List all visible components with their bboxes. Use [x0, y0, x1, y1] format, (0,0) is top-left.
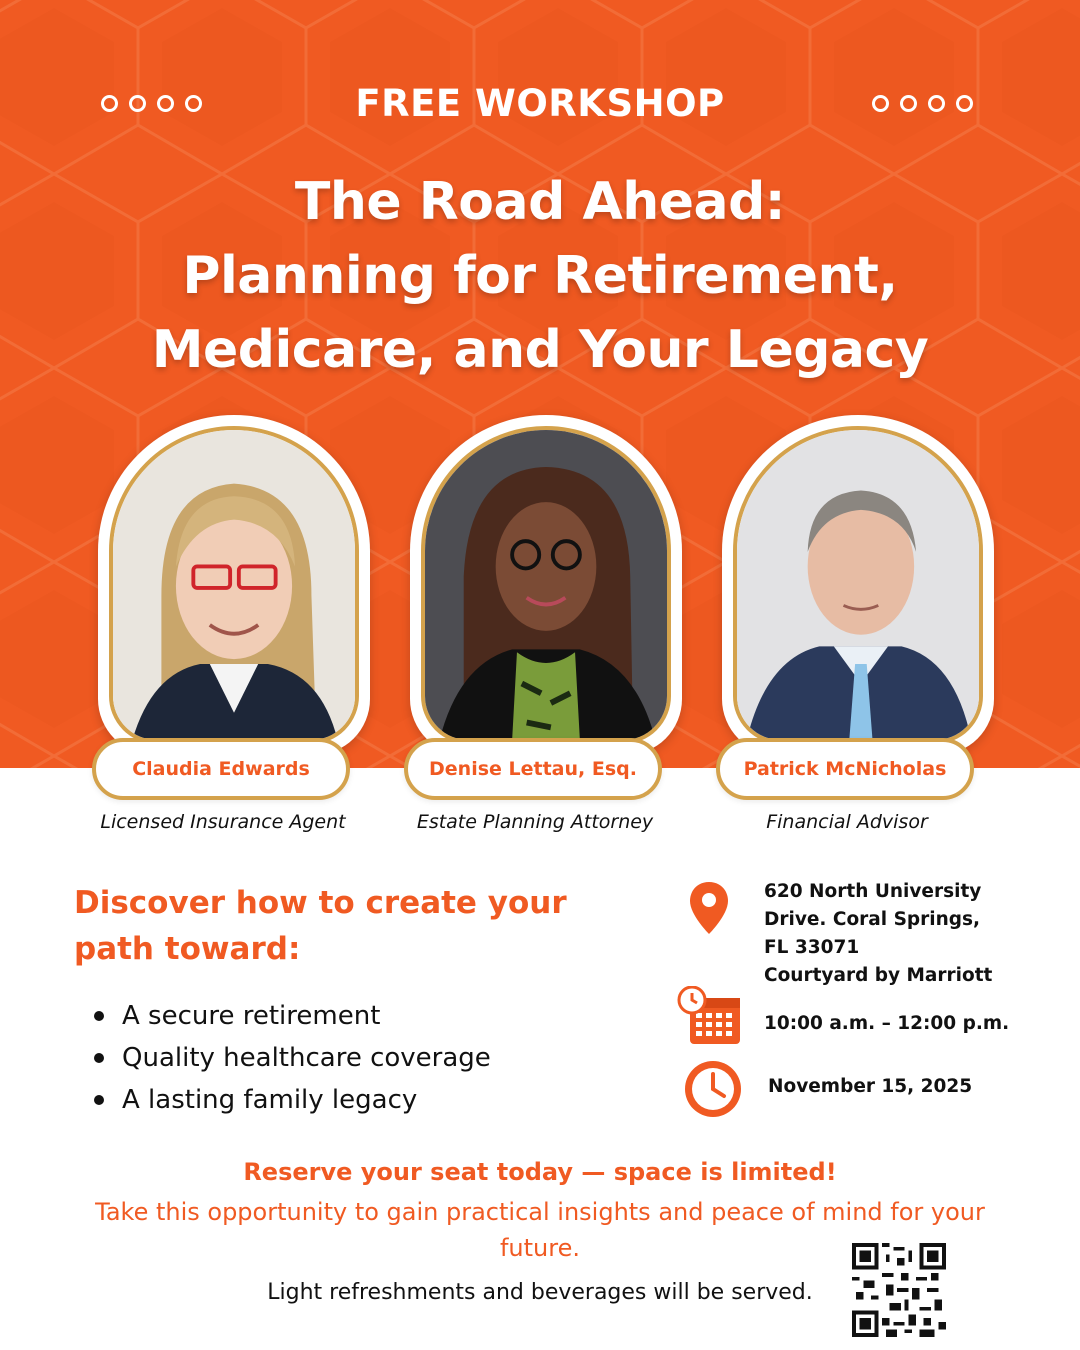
page-title — [40, 165, 1040, 387]
portrait-frame — [722, 415, 994, 755]
qr-code[interactable] — [852, 1243, 946, 1337]
speaker-role: Estate Planning Attorney — [416, 811, 654, 833]
speaker-name: Claudia Edwards — [92, 738, 350, 800]
title-line-3: Medicare, and Your Legacy — [151, 320, 929, 380]
list-item: Quality healthcare coverage — [90, 1037, 650, 1079]
list-item: A lasting family legacy — [90, 1079, 650, 1121]
title-line-2: Planning for Retirement, — [182, 246, 898, 306]
event-time: 10:00 a.m. – 12:00 p.m. — [764, 1013, 1010, 1034]
event-date: November 15, 2025 — [768, 1076, 973, 1097]
event-label: FREE WORKSHOP — [355, 82, 725, 125]
title-line-1: The Road Ahead: — [294, 172, 786, 232]
speaker-photo — [113, 430, 355, 740]
calendar-clock-icon — [676, 986, 742, 1046]
speaker-photo — [737, 430, 979, 740]
speaker-name: Denise Lettau, Esq. — [404, 738, 662, 800]
reserve-callout: Reserve your seat today — space is limited! — [243, 1158, 837, 1186]
benefits-heading — [74, 880, 634, 972]
portrait-frame — [410, 415, 682, 755]
list-item: A secure retirement — [90, 995, 650, 1037]
benefits-heading-line-1: Discover how to create your — [74, 885, 567, 921]
benefits-heading-line-2: path toward: — [74, 931, 301, 967]
address-line: 620 North University — [764, 881, 982, 902]
refreshments-note: Light refreshments and beverages will be served. — [267, 1280, 813, 1305]
portrait-frame — [98, 415, 370, 755]
speaker-role: Licensed Insurance Agent — [100, 811, 346, 833]
address-line: Drive. Coral Springs, — [764, 909, 981, 930]
location-pin-icon — [688, 880, 730, 936]
address-line: FL 33071 — [764, 937, 860, 958]
event-address — [764, 878, 1044, 990]
speaker-name: Patrick McNicholas — [716, 738, 974, 800]
speaker-role: Financial Advisor — [766, 811, 928, 833]
opportunity-text: Take this opportunity to gain practical insights and peace of mind for your future. — [95, 1198, 985, 1262]
venue-name: Courtyard by Marriott — [764, 965, 993, 986]
benefits-list — [90, 995, 650, 1121]
speaker-photo — [425, 430, 667, 740]
clock-icon — [684, 1060, 742, 1118]
